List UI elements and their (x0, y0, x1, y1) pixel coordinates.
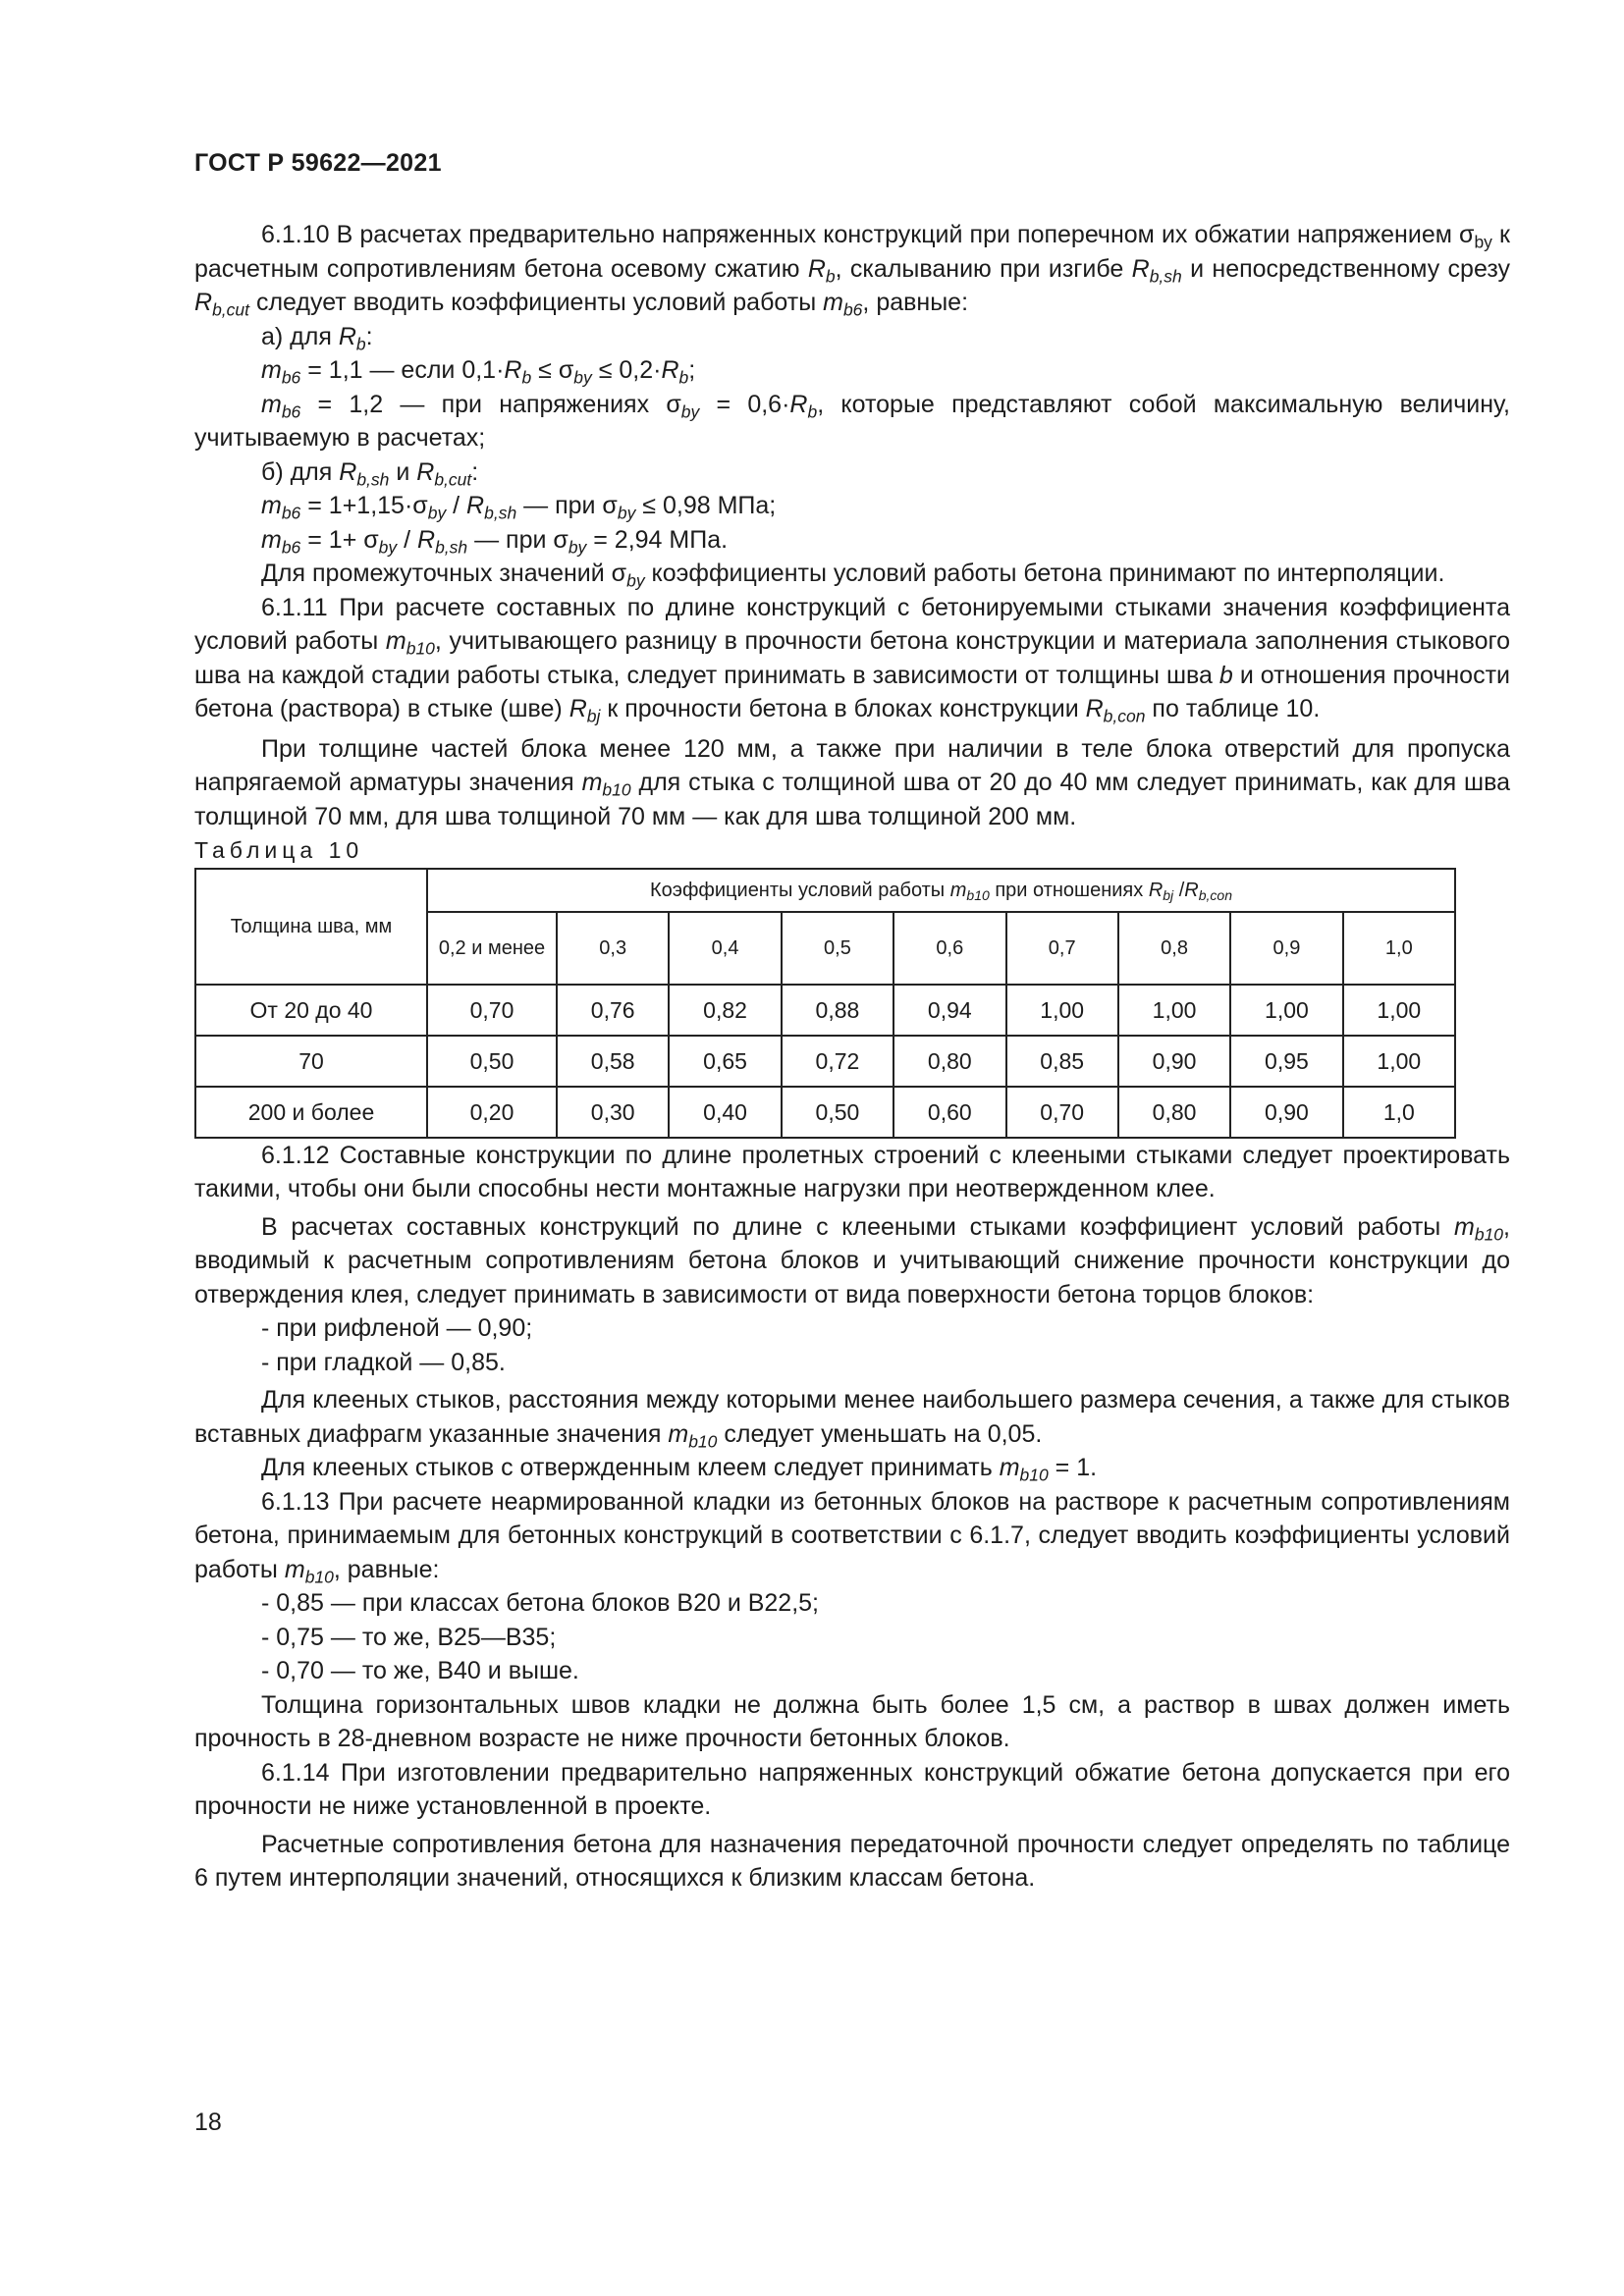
table-cell: 0,20 (427, 1087, 557, 1138)
table-cell: 0,80 (893, 1036, 1005, 1087)
formula-b2: $m_{b6} = 1+ \sigma_{by} / R_{b,sh}$ — при $\sigma_{by} = 2,94$ МПа. (261, 525, 729, 557)
ratio-header: 0,8 (1118, 912, 1230, 985)
table-row (195, 1087, 1455, 1138)
formula-b1: $m_{b6} = 1+1,15\cdot\sigma_{by} / R_{b,sh}$ — при $\sigma_{by} \le 0,98$ МПа; (261, 492, 777, 523)
table-cell: 1,00 (1230, 985, 1342, 1036)
table-cell: 0,72 (782, 1036, 893, 1087)
table-10 (194, 868, 1456, 1139)
ratio-header: 0,4 (669, 912, 781, 985)
ratio-header: 0,3 (557, 912, 669, 985)
table-cell: 0,80 (1118, 1087, 1230, 1138)
paragraph-transfer-strength: Расчетные сопротивления бетона для назначения передаточной прочности следует определять по таблице 6 путем интерполяции значений, относящихся к близким классам бетона. (194, 1830, 1510, 1892)
paragraph-6-1-12: 6.1.12 Составные конструкции по длине пролетных строений с клееными стыками следует проектировать такими, чтобы они были способны нести монтажные нагрузки при неотвержденном клее. (194, 1141, 1510, 1202)
paragraph-glued-reduction: Для клееных стыков, расстояния между которыми менее наибольшего размера сечения, а также для стыков вставных диафрагм указанные значения $m_{b10}$ следует уменьшать на 0,05. (194, 1386, 1510, 1451)
paragraph-6-1-12-glued: В расчетах составных конструкций по длине с клееными стыками коэффициент условий работы $m_{b10}$, вводимый к расчетным сопротивлениям бетона блоков и учитывающий снижение прочности конструкции до отверждения клея, следует принимать в зависимости от вида поверхности бетона торцов блоков: (194, 1212, 1510, 1308)
list-item: - при рифленой — 0,90; (261, 1314, 533, 1342)
formula-a2: $m_{b6} = 1,2$ — при напряжениях $\sigma_{by} = 0,6\cdot R_b$, которые представляют собой максимальную величину, учитываемую в расчетах; (194, 390, 1510, 452)
paragraph-6-1-11-note: При толщине частей блока менее 120 мм, а также при наличии в теле блока отверстий для пропуска напрягаемой арматуры значения $m_{b10}$ для стыка с толщиной шва от 20 до 40 мм следует принимать, как для шва толщиной 70 мм, для шва толщиной 70 мм — как для шва толщиной 200 мм. (194, 734, 1510, 830)
paragraph-6-1-11: 6.1.11 При расчете составных по длине конструкций с бетонируемыми стыками значения коэффициента условий работы $m_{b10}$, учитывающего разницу в прочности бетона конструкции и материала заполнения стыкового шва на каждой стадии работы стыка, следует принимать в зависимости от толщины шва b и отношения прочности бетона (раствора) в стыке (шве) $R_{bj}$ к прочности бетона в блоках конструкции $R_{b,con}$ по таблице 10. (194, 593, 1510, 726)
ratio-header: 0,2 и менее (427, 912, 557, 985)
ratio-header: 1,0 (1343, 912, 1455, 985)
document-header: ГОСТ Р 59622—2021 (194, 149, 442, 177)
list-item: - при гладкой — 0,85. (261, 1348, 506, 1376)
table-cell: 0,30 (557, 1087, 669, 1138)
list-item: - 0,85 — при классах бетона блоков В20 и В22,5; (261, 1589, 820, 1617)
paragraph-masonry-joints: Толщина горизонтальных швов кладки не должна быть более 1,5 см, а раствор в швах должен иметь прочность в 28-дневном возрасте не ниже прочности бетонных блоков. (194, 1690, 1510, 1752)
table-cell: 1,00 (1343, 1036, 1455, 1087)
paragraph-interpolation: Для промежуточных значений $\sigma_{by}$ коэффициенты условий работы бетона принимают по интерполяции. (261, 560, 1445, 591)
ratio-header: 0,7 (1006, 912, 1118, 985)
table-cell: 0,88 (782, 985, 893, 1036)
table-row (195, 1036, 1455, 1087)
table-cell: 0,70 (1006, 1087, 1118, 1138)
ratio-header: 0,9 (1230, 912, 1342, 985)
item-a-label: а) для $R_b$: (261, 322, 373, 353)
formula-a1: $m_{b6} = 1,1$ — если $0,1\cdot R_b \le \sigma_{by} \le 0,2\cdot R_b$; (261, 356, 696, 388)
table-cell: 0,50 (427, 1036, 557, 1087)
table-cell: 1,00 (1118, 985, 1230, 1036)
list-item: - 0,75 — то же, В25—В35; (261, 1623, 557, 1651)
table-cell: 0,82 (669, 985, 781, 1036)
table-row-header: Толщина шва, мм (195, 869, 427, 985)
document-body (194, 218, 1510, 1896)
paragraph-6-1-14: 6.1.14 При изготовлении предварительно напряженных конструкций обжатие бетона допускается при его прочности не ниже установленной в проекте. (194, 1758, 1510, 1820)
paragraph-6-1-13: 6.1.13 При расчете неармированной кладки из бетонных блоков на растворе к расчетным сопротивлениям бетона, принимаемым для бетонных конструкций в соответствии с 6.1.7, следует вводить коэффициенты условий работы $m_{b10}$, равные: (194, 1487, 1510, 1586)
table-cell: 0,60 (893, 1087, 1005, 1138)
table-row (195, 985, 1455, 1036)
table-cell: 1,00 (1006, 985, 1118, 1036)
table-cell: 0,76 (557, 985, 669, 1036)
ratio-header: 0,5 (782, 912, 893, 985)
row-label: 200 и более (195, 1087, 427, 1138)
ratio-header: 0,6 (893, 912, 1005, 985)
table-cell: 0,95 (1230, 1036, 1342, 1087)
table-cell: 0,50 (782, 1087, 893, 1138)
table-cell: 0,65 (669, 1036, 781, 1087)
page-number: 18 (194, 2109, 222, 2136)
table-cell: 0,94 (893, 985, 1005, 1036)
table-group-header: Коэффициенты условий работы $m_{b10}$ при отношениях $R_{bj}$ $/R_{b,con}$ (427, 869, 1455, 912)
table-cell: 0,90 (1118, 1036, 1230, 1087)
table-cell: 0,70 (427, 985, 557, 1036)
table-cell: 0,90 (1230, 1087, 1342, 1138)
table-cell: 0,40 (669, 1087, 781, 1138)
table-title: Таблица 10 (194, 837, 364, 863)
item-b-label: б) для $R_{b,sh}$ и $R_{b,cut}$: (261, 457, 479, 489)
paragraph-6-1-10: 6.1.10 В расчетах предварительно напряженных конструкций при поперечном их обжатии напряжением $\sigma_{by}$ к расчетным сопротивлениям бетона осевому сжатию $R_b$, скалыванию при изгибе $R_{b,sh}$ и непосредственному срезу $R_{b,cut}$ следует вводить коэффициенты условий работы $m_{b6}$, равные: (194, 221, 1510, 320)
paragraph-cured-glue: Для клееных стыков с отвержденным клеем следует принимать $m_{b10} = 1$. (261, 1454, 1098, 1485)
table-cell: 0,58 (557, 1036, 669, 1087)
list-item: - 0,70 — то же, В40 и выше. (261, 1657, 579, 1684)
row-label: От 20 до 40 (195, 985, 427, 1036)
table-cell: 1,0 (1343, 1087, 1455, 1138)
table-cell: 0,85 (1006, 1036, 1118, 1087)
table-cell: 1,00 (1343, 985, 1455, 1036)
row-label: 70 (195, 1036, 427, 1087)
